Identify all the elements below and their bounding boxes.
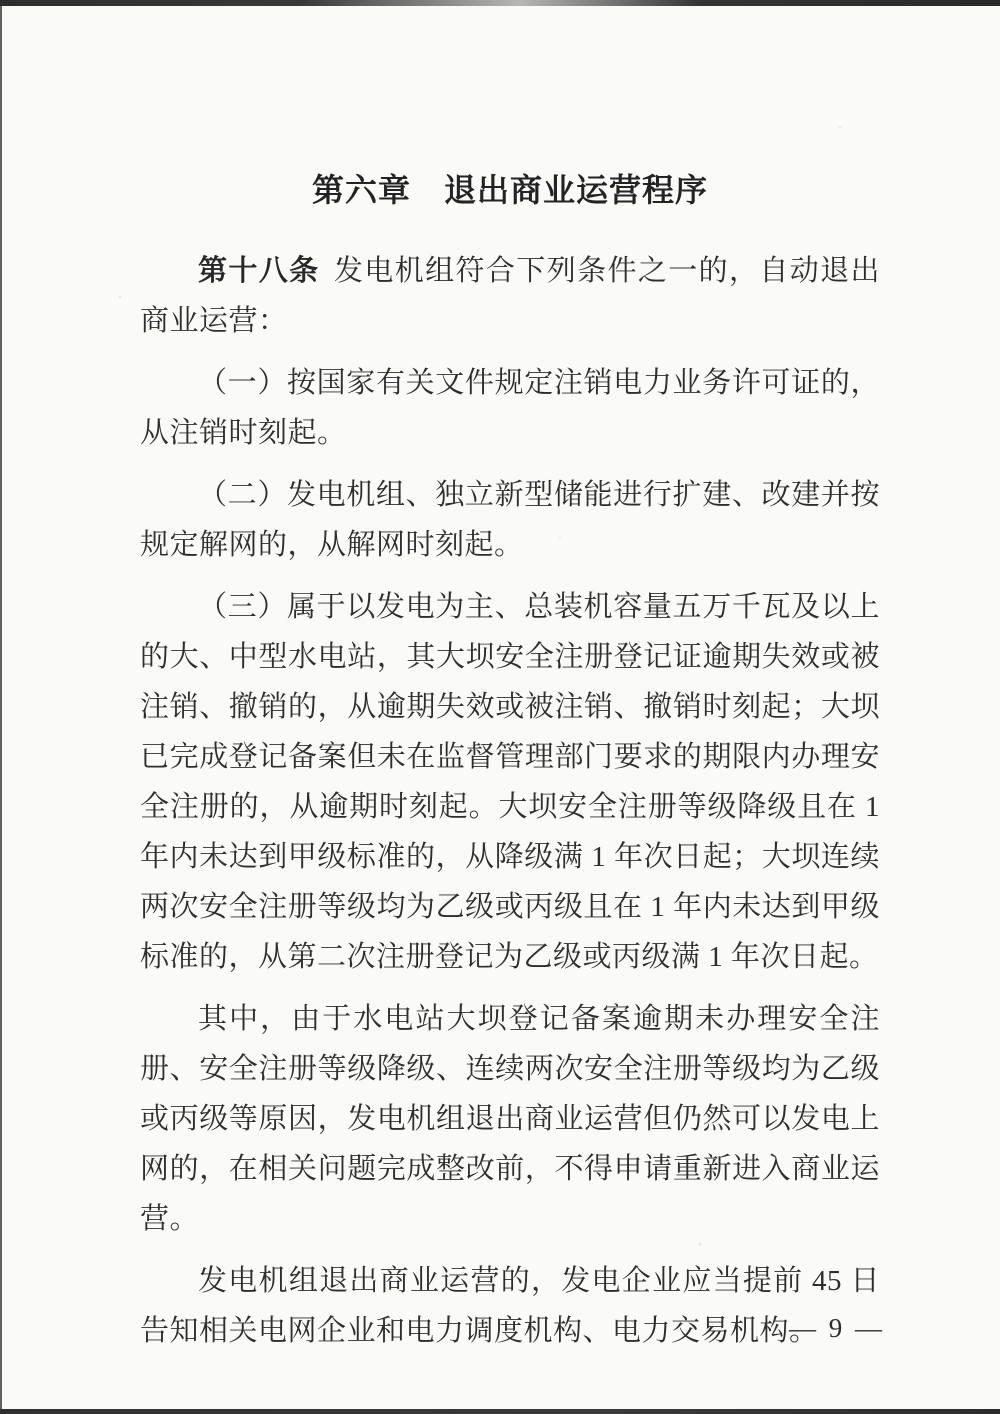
paragraph-article-18 <box>140 246 880 346</box>
scan-artifact-left-edge <box>0 5 2 1409</box>
scan-artifact-bottom-edge <box>0 1409 1000 1414</box>
paragraph-clause-2: （二）发电机组、独立新型储能进行扩建、改建并按规定解网的，从解网时刻起。 <box>140 479 880 561</box>
paragraph-clause-3: （三）属于以发电为主、总装机容量五万千瓦及以上的大、中型水电站，其大坝安全注册登记证逾期失效或被注销、撤销的，从逾期失效或被注销、撤销时刻起；大坝已完成登记备案但未在监督管理部门要求的期限内办理安全注册的，从逾期时刻起。大坝安全注册等级降级且在 1 年内未达到甲级标准的，从降级满 1 年次日起；大坝连续两次安全注册等级均为乙级或丙级且在 1 年内未达到甲级标准的，从第二次注册登记为乙级或丙级满 1 年次日起。 <box>140 591 880 973</box>
paragraph-clause-1: （一）按国家有关文件规定注销电力业务许可证的，从注销时刻起。 <box>140 367 880 449</box>
article-18-intro-text: 发电机组符合下列条件之一的，自动退出商业运营： <box>140 255 880 337</box>
document-content <box>140 170 880 1356</box>
page-number: — 9 — <box>789 1313 885 1343</box>
scan-artifact-top-edge <box>0 0 1000 6</box>
paragraph-supplement: 其中，由于水电站大坝登记备案逾期未办理安全注册、安全注册等级降级、连续两次安全注册等级均为乙级或丙级等原因，发电机组退出商业运营但仍然可以发电上网的，在相关问题完成整改前，不得申请重新进入商业运营。 <box>140 1003 880 1235</box>
article-number-label: 第十八条 <box>198 255 320 287</box>
paragraph-notice-requirement: 发电机组退出商业运营的，发电企业应当提前 45 日告知相关电网企业和电力调度机构、电力交易机构。 <box>140 1265 880 1347</box>
chapter-title: 第六章 退出商业运营程序 <box>311 172 708 208</box>
